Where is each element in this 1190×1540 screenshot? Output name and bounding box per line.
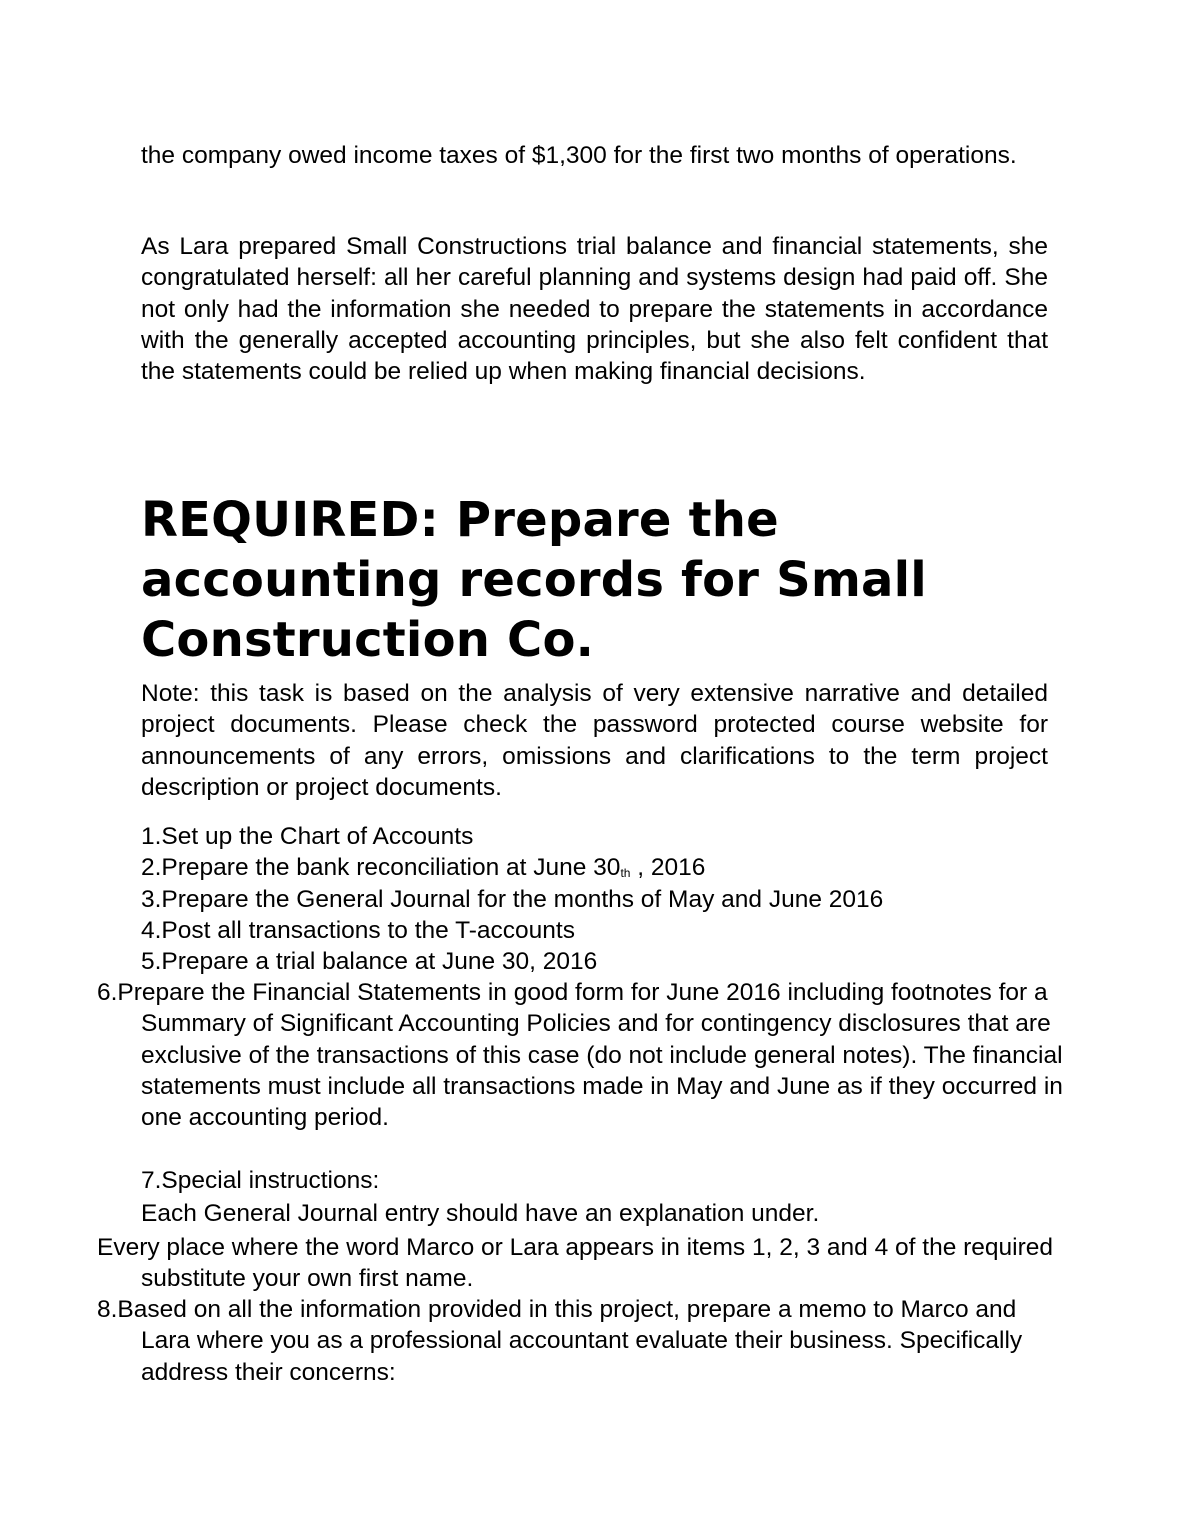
list-item-8: 8.Based on all the information provided in this project, prepare a memo to Marco and Lara where you as a professional accountant evaluate their business. Specifically address their concerns: <box>97 1296 1023 1386</box>
required-heading: REQUIRED: Prepare the accounting records for Small Construction Co. <box>141 492 927 668</box>
list-item-6: 6.Prepare the Financial Statements in good form for June 2016 including footnotes for a Summary of Significant Accounting Policies and for contingency disclosures that are exclusive of the transactions of this case (do not include general notes). The financial statements must include all transactions made in May and June as if they occurred in one accounting period. <box>97 979 1063 1132</box>
list-item-7: 7.Special instructions: <box>141 1167 380 1194</box>
superscript-th: th <box>620 866 631 880</box>
list-item-5: 5.Prepare a trial balance at June 30, 2016 <box>141 948 598 975</box>
special-instruction-explanation: Each General Journal entry should have an explanation under. <box>141 1200 820 1227</box>
list-item-2-text: 2.Prepare the bank reconciliation at June 30 <box>141 854 621 881</box>
list-item-3: 3.Prepare the General Journal for the months of May and June 2016 <box>141 886 884 913</box>
list-item-2 <box>141 852 705 883</box>
list-item-2-year: , 2016 <box>630 854 706 881</box>
paragraph-income-taxes: the company owed income taxes of $1,300 for the first two months of operations. <box>141 142 1017 169</box>
note-paragraph: Note: this task is based on the analysis of very extensive narrative and detailed project documents. Please check the password protected course website for announcements of any errors, omissions and clarifications to the term project description or project documents. <box>141 680 1048 801</box>
special-instruction-name: Every place where the word Marco or Lara appears in items 1, 2, 3 and 4 of the required substitute your own first name. <box>97 1234 1054 1293</box>
list-item-4: 4.Post all transactions to the T-accounts <box>141 917 575 944</box>
list-item-1: 1.Set up the Chart of Accounts <box>141 823 474 850</box>
paragraph-lara-prepared: As Lara prepared Small Constructions trial balance and financial statements, she congratulated herself: all her careful planning and systems design had paid off. She not only had the information she needed to prepare the statements in accordance with the generally accepted accounting principles, but she also felt confident that the statements could be relied up when making financial decisions. <box>141 233 1048 386</box>
